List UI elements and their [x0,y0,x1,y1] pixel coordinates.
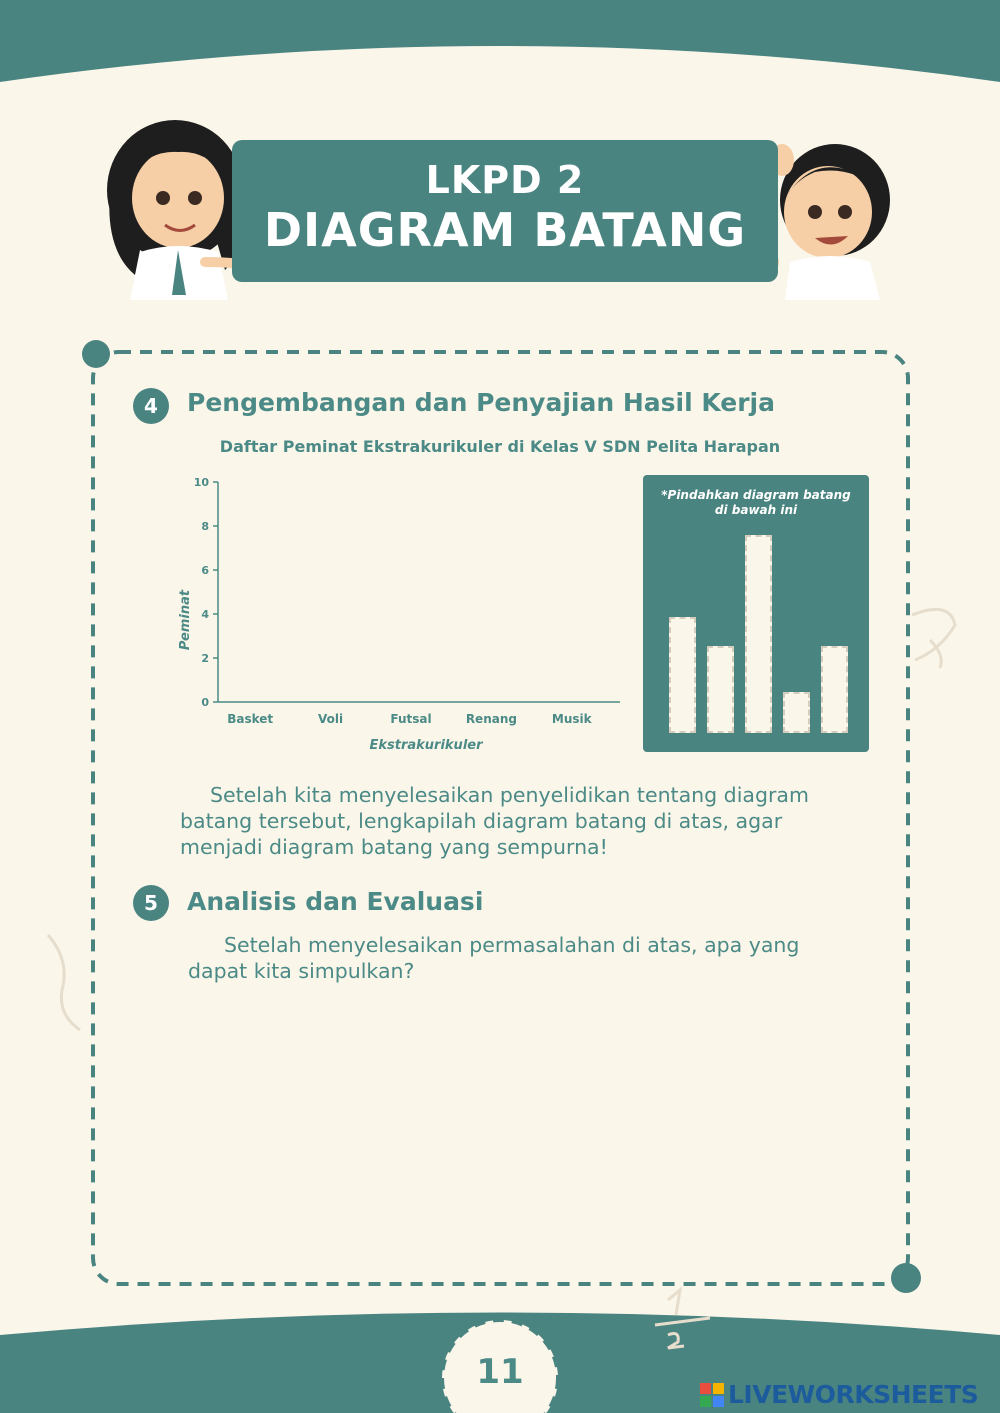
section-5-badge: 5 [133,885,169,921]
draggable-bar[interactable] [669,617,696,733]
section-4-paragraph [180,782,880,860]
worksheet-title: DIAGRAM BATANG [263,203,747,257]
x-tick-label: Futsal [390,712,432,726]
paragraph-line: dapat kita simpulkan? [188,959,415,983]
doodle-right [912,609,955,668]
frame-dot-bottom-right [891,1263,921,1293]
paragraph-line: batang tersebut, lengkapilah diagram batang di atas, agar [180,809,783,833]
draggable-bar[interactable] [821,646,848,733]
answer-area[interactable] [180,1000,880,1260]
x-tick-label: Musik [551,712,592,726]
draggable-bar[interactable] [745,535,772,733]
y-axis-label: Peminat [178,589,193,651]
draggable-bar[interactable] [783,692,810,733]
section-4-badge: 4 [133,388,169,424]
section-5-title: Analisis dan Evaluasi [187,887,484,916]
section-5-paragraph [188,932,888,984]
y-tick-label: 8 [201,520,209,533]
y-tick-label: 10 [193,476,209,489]
chart-axes [194,476,620,726]
paragraph-line: Setelah menyelesaikan permasalahan di atas, apa yang [224,933,800,957]
y-tick-label: 2 [201,652,209,665]
liveworksheets-icon [700,1383,724,1407]
page-number: 11 [476,1352,524,1392]
top-wave [0,0,1000,82]
doodle-squiggle [48,935,80,1030]
x-tick-label: Voli [318,712,344,726]
x-tick-label: Renang [465,712,517,726]
y-tick-label: 4 [201,608,209,621]
instruction-line-2: di bawah ini [714,503,798,517]
x-axis-label: Ekstrakurikuler [369,738,483,753]
liveworksheets-logo[interactable] [700,1380,1000,1410]
draggable-bar[interactable] [707,646,734,733]
girl-illustration [107,120,248,300]
paragraph-line: Setelah kita menyelesaikan penyelidikan tentang diagram [210,783,809,807]
worksheet-number: LKPD 2 [425,158,585,202]
title-banner [232,140,778,282]
frame-dot-top-left [82,340,110,368]
y-tick-label: 6 [201,564,209,577]
instruction-line-1: *Pindahkan diagram batang [661,488,851,502]
x-tick-label: Basket [227,712,274,726]
y-tick-label: 0 [201,696,209,709]
liveworksheets-brand: LIVEWORKSHEETS [728,1380,979,1409]
section-4-title: Pengembangan dan Penyajian Hasil Kerja [187,388,776,417]
instruction-note [653,488,859,518]
bar-pieces-panel [643,475,869,752]
chart-title: Daftar Peminat Ekstrakurikuler di Kelas V SDN Pelita Harapan [219,437,781,456]
bar-chart[interactable] [170,470,630,760]
paragraph-line: menjadi diagram batang yang sempurna! [180,835,608,859]
